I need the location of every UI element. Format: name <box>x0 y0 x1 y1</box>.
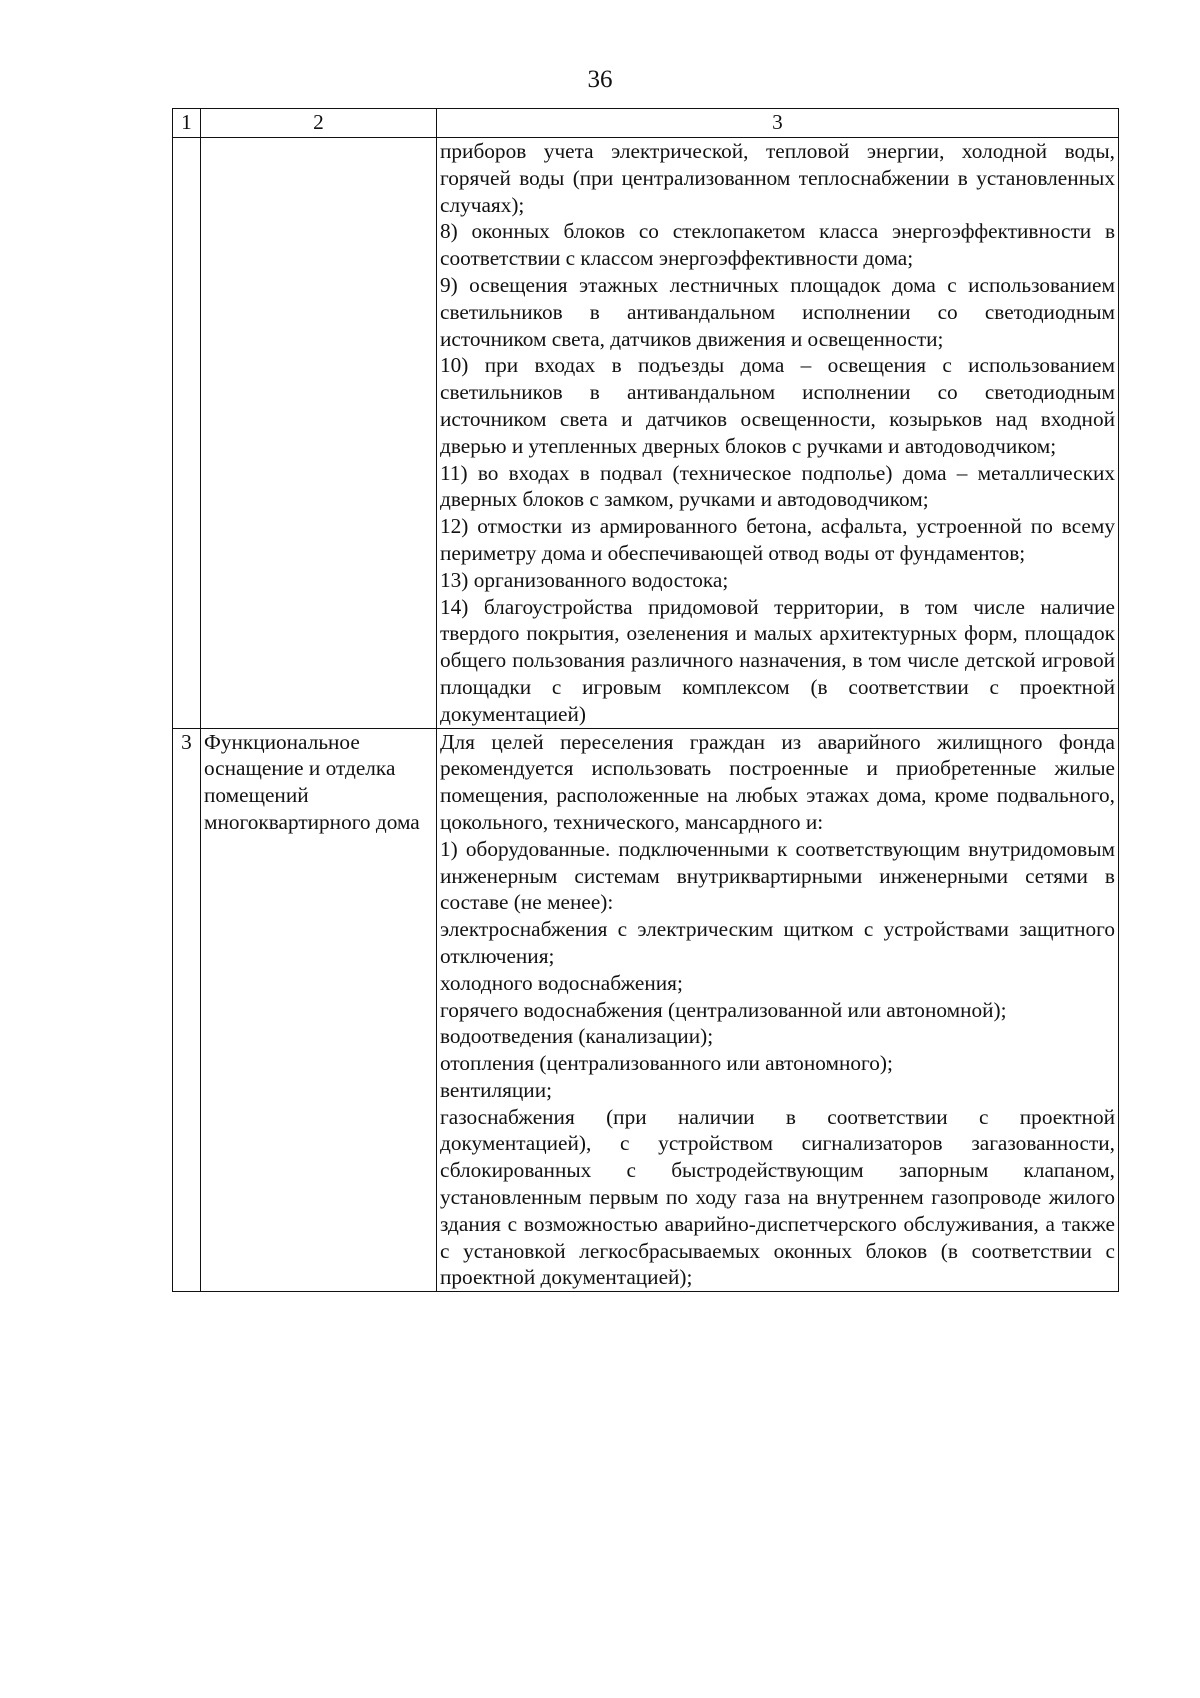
list-item: 12) отмостки из армированного бетона, асфальта, устроенной по всему периметру дома и обеспечивающей отвод воды от фундаментов; <box>440 514 1115 565</box>
row-number: 3 <box>173 728 201 1292</box>
header-col-2: 2 <box>201 109 437 138</box>
list-item: отопления (централизованного или автономного); <box>440 1051 893 1076</box>
list-item: водоотведения (канализации); <box>440 1024 714 1049</box>
row-number <box>173 138 201 729</box>
row-content <box>437 728 1119 1292</box>
list-item: 10) при входах в подъезды дома – освещения с использованием светильников в антивандальном исполнении со светодиодным источником света и датчиков освещенности, козырьков над входной дверью и утепленных дверных блоков с ручками и автодоводчиком; <box>440 353 1115 458</box>
table-header-row <box>173 109 1119 138</box>
list-item: 8) оконных блоков со стеклопакетом класса энергоэффективности в соответствии с классом энергоэффективности дома; <box>440 219 1115 271</box>
header-col-1: 1 <box>173 109 201 138</box>
header-col-3: 3 <box>437 109 1119 138</box>
list-item: холодного водоснабжения; <box>440 970 683 995</box>
list-item: электроснабжения с электрическим щитком с устройствами защитного отключения; <box>440 917 1115 968</box>
row-title <box>201 138 437 729</box>
list-item: 9) освещения этажных лестничных площадок дома с использованием светильников в антивандальном исполнении со светодиодным источником света, датчиков движения и освещенности; <box>440 272 1115 351</box>
page-number: 36 <box>587 66 613 93</box>
requirements-table <box>172 108 1119 1292</box>
list-item: горячего водоснабжения (централизованной или автономной); <box>440 997 1007 1022</box>
list-item: газоснабжения (при наличии в соответствии с проектной документацией), с устройством сигнализаторов загазованности, сблокированных с быстродействующим запорным клапаном, установленным первым по ходу газа на внутреннем газопроводе жилого здания с возможностью аварийно-диспетчерского обслуживания, а также с установкой легкосбрасываемых оконных блоков (в соответствии с проектной документацией); <box>440 1104 1115 1290</box>
table-row <box>173 138 1119 729</box>
table-row <box>173 728 1119 1292</box>
list-item: вентиляции; <box>440 1077 553 1102</box>
list-item: 14) благоустройства придомовой территории, в том числе наличие твердого покрытия, озеленения и малых архитектурных форм, площадок общего пользования различного назначения, в том числе детской игровой площадки с игровым комплексом (в соответствии с проектной документацией) <box>440 594 1115 726</box>
list-item: Для целей переселения граждан из аварийного жилищного фонда рекомендуется использовать построенные и приобретенные жилые помещения, расположенные на любых этажах дома, кроме подвального, цокольного, технического, мансардного и: <box>440 729 1115 834</box>
list-item: приборов учета электрической, тепловой энергии, холодной воды, горячей воды (при централизованном теплоснабжении в установленных случаях); <box>440 139 1115 217</box>
list-item: 11) во входах в подвал (техническое подполье) дома – металлических дверных блоков с замком, ручками и автодоводчиком; <box>440 460 1115 512</box>
row-title: Функциональное оснащение и отделка помещений многоквартирного дома <box>201 728 437 1292</box>
row-content <box>437 138 1119 729</box>
list-item: 1) оборудованные. подключенными к соответствующим внутридомовым инженерным системам внутриквартирными инженерными сетями в составе (не менее): <box>440 836 1115 915</box>
list-item: 13) организованного водостока; <box>440 567 729 592</box>
